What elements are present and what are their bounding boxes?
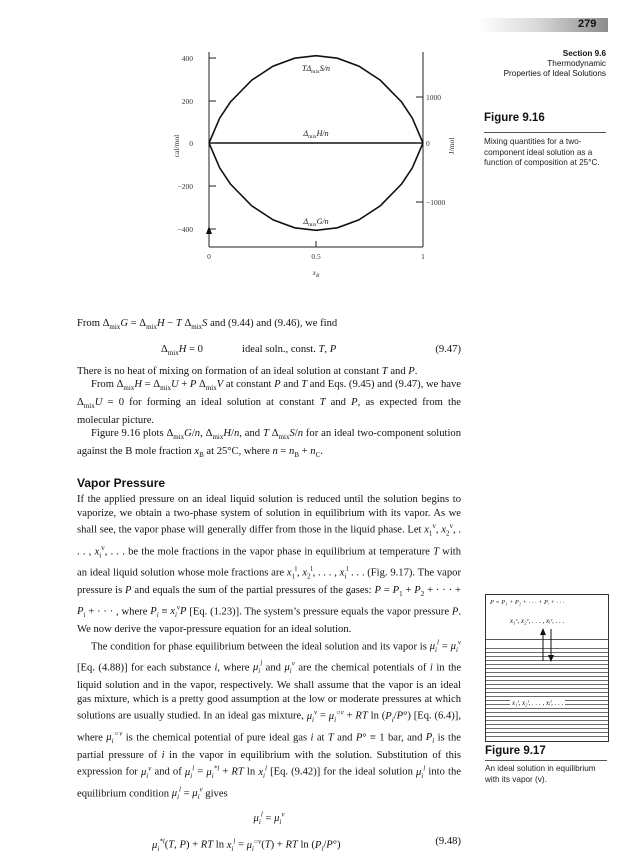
figure-9-17-caption: An ideal solution in equilibrium with its vapor (v). — [485, 764, 596, 784]
figure-9-16-label: Figure 9.16 — [484, 112, 545, 124]
section-label: Section 9.6 — [562, 49, 606, 58]
y-tick-label: 200 — [181, 97, 193, 106]
section-title-line2: Properties of Ideal Solutions — [503, 69, 606, 78]
x-axis-label: $x_B$ — [312, 268, 320, 279]
y-tick-label: −200 — [177, 182, 193, 191]
eq-number: (9.47) — [435, 343, 461, 355]
y-tick-label-right: −1000 — [426, 198, 446, 207]
axis-arrow — [206, 226, 212, 234]
x-ticks — [209, 241, 423, 247]
section-title-line1: Thermodynamic — [547, 59, 606, 68]
label-dH: $\Delta_{mix}H/n$ — [303, 129, 329, 140]
equation-a: $\mu_i^l = \mu_i^v$ — [253, 810, 285, 827]
exchange-arrows-icon — [536, 627, 558, 663]
figure-9-17-label: Figure 9.17 — [485, 745, 546, 757]
section-heading: Vapor Pressure — [77, 475, 166, 490]
y-tick-label: −400 — [177, 225, 193, 234]
figure-9-16-caption: Mixing quantities for a two- component ideal solution as a function of composition at 25°C. — [484, 137, 600, 167]
main-text — [77, 317, 461, 851]
intro-line: From $\Delta_{mix}G = \Delta_{mix}H - T$ $\Delta_{mix}S$ and (9.44) and (9.46), we find — [77, 318, 338, 332]
equation-9-48: $\mu_i^{*l}(T$, P) + RT $\ln x_i^l = \mu_i^{○v}(T)$ + RT $\ln (P_i/P^\circ)$ (9.48) — [152, 836, 461, 853]
figure-9-16-rule — [484, 132, 606, 133]
figure-9-17 — [485, 594, 609, 742]
y-axis-label-left: cal/mol — [172, 134, 181, 158]
paragraph-5: The condition for phase equilibrium between the ideal solution and its vapor is $\mu_i^l = \mu_i^v$ [Eq. (4.88)] for each substance i, where $\mu_i^l$ and $\mu_i^v$ are the chemical potentials of i in the liquid solution and in the vapor, respectively. We shall assume that the vapor is an ideal gas mixture, which is a pretty good assumption at the low or moderate pressures at which solutions are usually studied. In an ideal gas mixture, $\mu_i^v = \mu_i^{○v}$ + RT $\ln (P_i/P^\circ)$ [Eq. (6.4)], where $\mu_i^{○v}$ is the chemical potential of pure ideal gas i at T and P° ≡ 1 bar, and $P_i$ is the partial pressure of i in the vapor in equilibrium with the solution. Substitution of this expression for $\mu_i^v$ and of $\mu_i^l = \mu_i^{*l}$ + RT $\ln x_i^l$ [Eq. (9.42)] for the ideal solution $\mu_i^l$ into the equilibrium condition $\mu_i^l = \mu_i^v$ gives — [77, 638, 462, 802]
eq-number: (9.48) — [435, 836, 461, 848]
label-TdS: $T\Delta_{mix}S/n$ — [302, 64, 330, 75]
paragraph-2: From $\Delta_{mix}H = \Delta_{mix}U + P$ $\Delta_{mix}V$ at constant P and T and Eqs. (9.45) and (9.47), we have $\Delta_{mix}U = 0$ for forming an ideal solution at constant T and P, as expected from the molecular picture. — [77, 379, 461, 426]
y-tick-label-right: 0 — [426, 139, 430, 148]
figure-9-17-rule — [485, 760, 607, 761]
y-axis-label-right: J/mol — [447, 137, 456, 155]
paragraph-3: Figure 9.16 plots $\Delta_{mix}G/n$, $\Delta_{mix}H/n$, and T $\Delta_{mix}S/n$ for an ideal two-component solution against the B mole fraction $x_B$ at 25°C, where $n = n_B + n_C$. — [77, 428, 462, 460]
x-tick-label: 0 — [207, 252, 211, 261]
page-number: 279 — [578, 18, 597, 30]
x-tick-label: 1 — [421, 252, 425, 261]
label-dG: $\Delta_{mix}G/n$ — [303, 217, 329, 228]
liquid-fractions: x₁ˡ, x₂ˡ, . . . , xᵢˡ, . . . — [512, 699, 564, 707]
figure-9-16-chart — [160, 40, 480, 290]
x-tick-label: 0.5 — [311, 252, 321, 261]
vapor-fractions: x₁ᵛ, x₂ᵛ, . . . , xᵢᵛ, . . . — [510, 617, 565, 625]
equation-9-47: $\Delta_{mix}H = 0$ ideal soln., const. T, P (9.47) — [161, 343, 461, 357]
paragraph-1: There is no heat of mixing on formation of an ideal solution at constant T and P. — [77, 365, 418, 377]
y-tick-label-right: 1000 — [426, 93, 441, 102]
paragraph-4: If the applied pressure on an ideal liquid solution is reduced until the solution begins to vaporize, we obtain a two-phase system of solution in equilibrium with its vapor. As we shall see, the vapor phase will generally differ from those in the liquid phase. Let $x_1^v$, $x_2^v$, . . . , $x_i^v$, . . . be the mole fractions in the vapor phase in equilibrium at temperature T with an ideal liquid solution whose mole fractions are $x_1^l$, $x_2^l$, . . . , $x_i^l$ . . . (Fig. 9.17). The vapor pressure is P and equals the sum of the partial pressures of the gases: $P = P_1 + P_2$ + · · · + $P_i$ + · · · , where $P_i \equiv x_i^vP$ [Eq. (1.23)]. The system’s pressure equals the vapor pressure P. We now derive the vapor-pressure equation for an ideal solution. — [77, 494, 462, 636]
y-tick-label: 400 — [181, 54, 193, 63]
vapor-pressure-eq: P = P₁ + P₂ + · · · + Pᵢ + · · · — [490, 599, 565, 606]
y-tick-label: 0 — [189, 139, 193, 148]
